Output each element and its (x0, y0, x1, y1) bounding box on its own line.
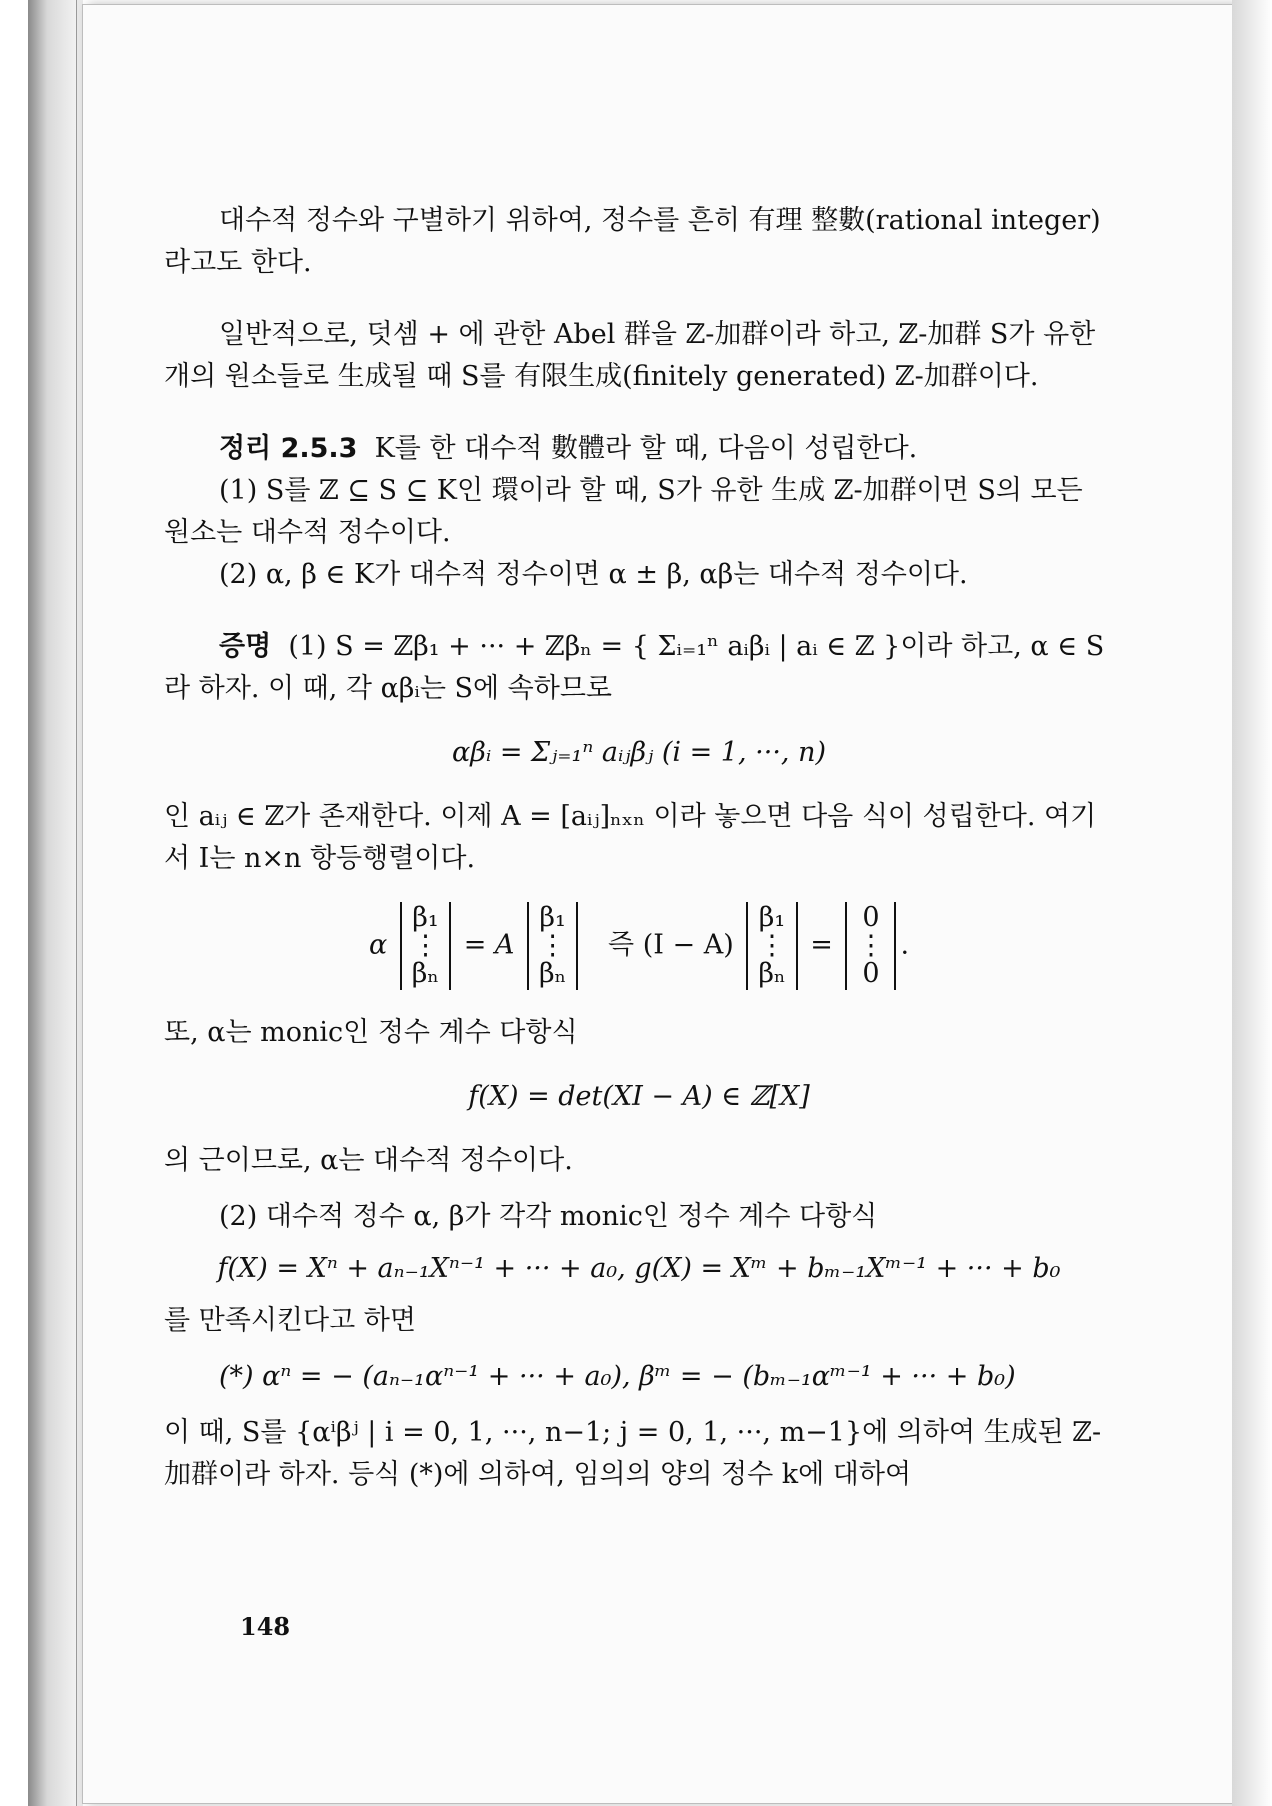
theorem-text: K를 한 대수적 數體라 할 때, 다음이 성립한다. (374, 433, 918, 464)
proof-paragraph-5: (2) 대수적 정수 α, β가 각각 monic인 정수 계수 다항식 (219, 1201, 878, 1232)
matrix-equals-a: = A (463, 929, 515, 961)
vector-beta-3: β₁ ⋮ βₙ (746, 902, 797, 990)
theorem-statement (164, 428, 1114, 470)
theorem-label: 정리 2.5.3 (219, 433, 358, 464)
paragraph-rational-integer: 대수적 정수와 구별하기 위하여, 정수를 흔히 有理 整數(rational integer)라고도 한다. (164, 205, 1101, 278)
theorem-item-1: (1) S를 ℤ ⊆ S ⊆ K인 環이라 할 때, S가 유한 生成 ℤ-加群이면 S의 모든 원소는 대수적 정수이다. (164, 475, 1083, 548)
paragraph-z-module: 일반적으로, 덧셈 + 에 관한 Abel 群을 ℤ-加群이라 하고, ℤ-加群 S가 유한 개의 원소들로 生成될 때 S를 有限生成(finitely generated) ℤ-加群이다. (164, 319, 1096, 392)
vector-zero: 0 ⋮ 0 (845, 902, 896, 990)
proof-label: 증명 (219, 631, 272, 662)
proof-paragraph-3: 또, α는 monic인 정수 계수 다항식 (164, 1017, 578, 1048)
proof-paragraph-1 (164, 626, 1114, 710)
equation-polynomials: f(X) = Xⁿ + aₙ₋₁Xⁿ⁻¹ + ··· + a₀, g(X) = Xᵐ + bₘ₋₁Xᵐ⁻¹ + ··· + b₀ (217, 1253, 1061, 1284)
proof-paragraph-7: 이 때, S를 {αⁱβʲ | i = 0, 1, ···, n−1; j = 0, 1, ···, m−1}에 의하여 生成된 ℤ-加群이라 하자. 등식 (*)에 의하여, 임의의 양의 정수 k에 대하여 (164, 1417, 1102, 1490)
theorem-item-2: (2) α, β ∈ K가 대수적 정수이면 α ± β, αβ는 대수적 정수이다. (219, 559, 968, 590)
proof-paragraph-2: 인 aᵢⱼ ∈ ℤ가 존재한다. 이제 A = [aᵢⱼ]ₙₓₙ 이라 놓으면 다음 식이 성립한다. 여기서 I는 n×n 항등행렬이다. (164, 801, 1097, 874)
page-shadow (1232, 0, 1272, 1806)
page-number: 148 (240, 1612, 291, 1641)
proof-paragraph-6: 를 만족시킨다고 하면 (164, 1305, 416, 1336)
book-spine (28, 0, 76, 1806)
matrix-alpha: α (368, 929, 388, 961)
equation-det: f(X) = det(XI − A) ∈ ℤ[X] (468, 1081, 810, 1112)
vector-beta-1: β₁ ⋮ βₙ (400, 902, 451, 990)
equation-star: (*) αⁿ = − (aₙ₋₁αⁿ⁻¹ + ··· + a₀), βᵐ = − (bₘ₋₁αᵐ⁻¹ + ··· + b₀) (219, 1361, 1016, 1392)
matrix-i-minus-a: 즉 (I − A) (608, 929, 734, 961)
vector-beta-2: β₁ ⋮ βₙ (527, 902, 578, 990)
proof-text-1: (1) S = ℤβ₁ + ··· + ℤβₙ = { Σᵢ₌₁ⁿ aᵢβᵢ | aᵢ ∈ ℤ }이라 하고, α ∈ S 라 하자. 이 때, 각 αβᵢ는 S에 속하므로 (164, 631, 1105, 704)
proof-paragraph-4: 의 근이므로, α는 대수적 정수이다. (164, 1145, 573, 1176)
matrix-equals: = (810, 929, 833, 961)
page-content (164, 200, 1114, 1496)
matrix-equation: α β₁ ⋮ βₙ = A β₁ ⋮ βₙ 즉 (I − A) β₁ ⋮ βₙ = 0 ⋮ 0. (368, 902, 910, 989)
equation-alpha-beta: αβᵢ = Σⱼ₌₁ⁿ aᵢⱼβⱼ (i = 1, ···, n) (451, 737, 826, 768)
